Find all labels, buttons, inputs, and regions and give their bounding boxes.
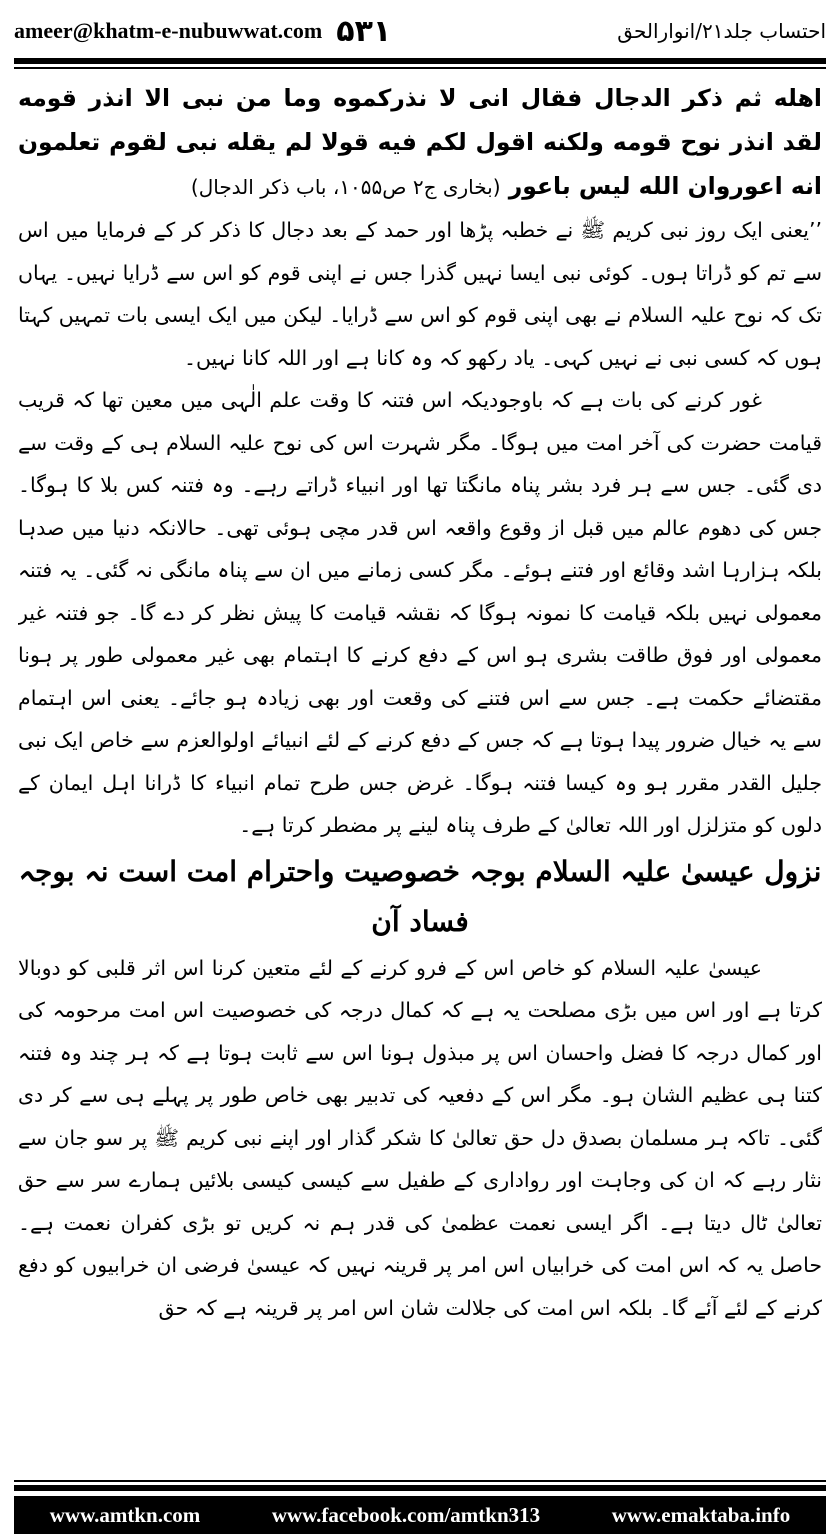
header-email: ameer@khatm-e-nubuwwat.com xyxy=(14,18,323,43)
header-rule-thick xyxy=(14,58,826,64)
header-rule-thin xyxy=(14,67,826,69)
page-body xyxy=(18,76,822,1474)
footer-rule-thick xyxy=(14,1485,826,1491)
paragraph-1: غور کرنے کی بات ہے کہ باوجودیکہ اس فتنہ کا وقت علم الٰہی میں معین تھا کہ قریب قیامت حضرت کی آخر امت میں ہوگا۔ مگر شہرت اس کی نوح علیہ السلام ہی کے وقت سے دی گئی۔ جس سے ہر فرد بشر پناہ مانگتا تھا اور انبیاء ڈراتے رہے۔ وہ فتنہ کس بلا کا ہوگا۔ جس کی دھوم عالم میں قبل از وقوع واقعہ اس قدر مچی ہوئی تھی۔ حالانکہ دنیا میں صدہا بلکہ ہزارہا اشد وقائع اور فتنے ہوئے۔ مگر کسی زمانے میں ان سے پناہ مانگی نہ گئی۔ یہ فتنہ معمولی نہیں بلکہ قیامت کا نمونہ ہوگا کہ نقشہ قیامت کا پیش نظر کر دے گا۔ جو فتنہ غیر معمولی اور فوق طاقت بشری ہو اس کے دفع کرنے کا اہتمام بھی غیر معمولی طور پر ہونا مقتضائے حکمت ہے۔ جس سے اس فتنے کی وقعت اور بھی زیادہ ہو جائے۔ یعنی اس اہتمام سے یہ خیال ضرور پیدا ہوتا ہے کہ جس کے دفع کرنے کے لئے انبیائے اولوالعزم سے خاص ایک نبی جلیل القدر مقرر ہو وہ کیسا فتنہ ہوگا۔ غرض جس طرح تمام انبیاء کا ڈرانا اہل ایمان کے دلوں کو متزلزل اور اللہ تعالیٰ کے طرف پناہ لینے پر مضطر کرتا ہے۔ xyxy=(18,388,822,837)
paragraph-2: عیسیٰ علیہ السلام کو خاص اس کے فرو کرنے کے لئے متعین کرنا اس اثر قلبی کو دوبالا کرتا ہے اور اس میں بڑی مصلحت یہ ہے کہ کمال درجہ کی خصوصیت اس امت مرحومہ کی اور کمال درجہ کا فضل واحسان اس پر مبذول ہونا اس سے ثابت ہوتا ہے کہ ہر چند وہ فتنہ کتنا ہی عظیم الشان ہو۔ مگر اس کے دفعیہ کی تدبیر بھی خاص طور پر پہلے ہی سے کر دی گئی۔ تاکہ ہر مسلمان بصدق دل حق تعالیٰ کا شکر گذار اور اپنے نبی کریم ﷺ پر سو جان سے نثار رہے کہ ان کی وجاہت اور رواداری کے طفیل سے کیسی کیسی بلائیں ہمارے سر سے حق تعالیٰ ٹال دیتا ہے۔ اگر ایسی نعمت عظمیٰ کی قدر ہم نہ کریں تو بڑی کفران نعمت ہے۔ حاصل یہ کہ اس امت کی خرابیاں اس امر پر قرینہ نہیں کہ عیسیٰ فرضی ان خرابیوں کو دفع کرنے کے لئے آئے گا۔ بلکہ اس امت کی جلالت شان اس امر پر قرینہ ہے کہ حق xyxy=(18,955,822,1320)
footer-link-emaktaba[interactable]: www.emaktaba.info xyxy=(611,1502,791,1527)
header-left xyxy=(14,14,391,49)
book-title: احتساب جلد۲۱/انوارالحق xyxy=(617,19,826,43)
footer-link-amtkn[interactable]: www.amtkn.com xyxy=(49,1502,201,1527)
hadith-translation: ’’یعنی ایک روز نبی کریم ﷺ نے خطبہ پڑھا اور حمد کے بعد دجال کا ذکر کر کے فرمایا میں اس سے تم کو ڈراتا ہوں۔ کوئی نبی ایسا نہیں گذرا جس نے اپنی قوم کو اس سے ڈرایا نہیں۔ یہاں تک کہ نوح علیہ السلام نے بھی اپنی قوم کو اس سے ڈرایا۔ لیکن میں ایک ایسی بات تمہیں کہتا ہوں کہ کسی نبی نے نہیں کہی۔ یاد رکھو کہ وہ کانا ہے اور اللہ کانا نہیں۔ xyxy=(18,218,822,370)
footer-rule-thin xyxy=(14,1480,826,1482)
footer-link-facebook[interactable]: www.facebook.com/amtkn313 xyxy=(271,1502,541,1527)
page-header xyxy=(14,8,826,54)
arabic-hadith: اهله ثم ذكر الدجال فقال انى لا نذركموه وما من نبى الا انذر قومه لقد انذر نوح قومه ولكنه اقول لكم فيه قولا لم يقله نبى لقوم تعلمون انه اعوروان الله ليس باعور xyxy=(18,84,822,200)
section-heading: نزول عیسیٰ علیہ السلام بوجہ خصوصیت واحترام امت است نہ بوجہ فساد آن xyxy=(18,854,822,938)
arabic-hadith-block xyxy=(18,76,822,209)
hadith-citation: (بخارى ج۲ ص۱۰۵۵، باب ذكر الدجال) xyxy=(190,175,501,199)
page-footer xyxy=(14,1496,826,1534)
page-number: ۵۳۱ xyxy=(336,13,392,49)
